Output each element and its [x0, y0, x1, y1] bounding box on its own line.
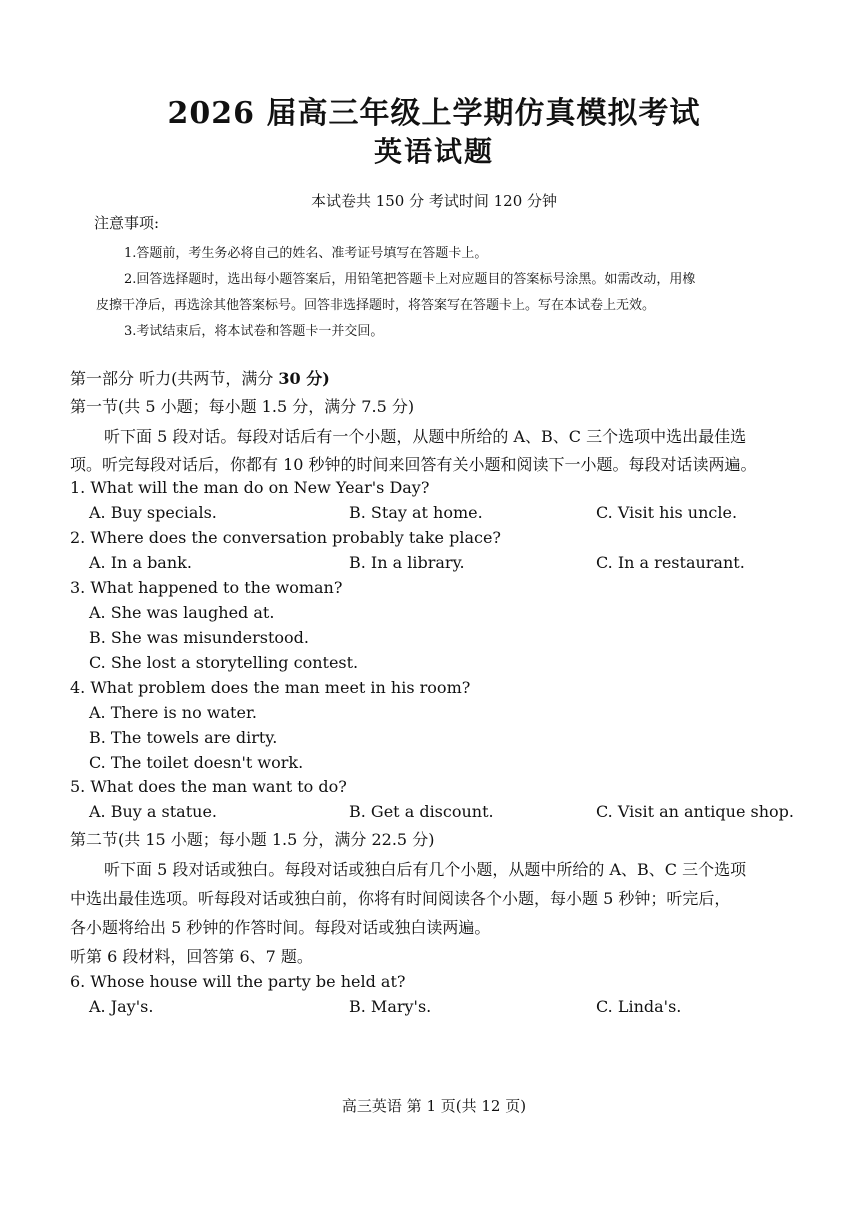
q3-option-b: B. She was misunderstood. — [89, 628, 309, 647]
q5-option-c: C. Visit an antique shop. — [596, 802, 794, 821]
q2-option-c: C. In a restaurant. — [596, 553, 745, 572]
q2-option-b: B. In a library. — [349, 553, 465, 572]
q3-option-c: C. She lost a storytelling contest. — [89, 653, 359, 672]
q2-option-a: A. In a bank. — [89, 553, 192, 572]
question-1: 1. What will the man do on New Year's Day? — [70, 478, 430, 497]
q4-option-c: C. The toilet doesn't work. — [89, 753, 304, 772]
exam-subject: 英语试题 — [373, 135, 494, 168]
part1-title — [70, 366, 330, 389]
section2-instructions: 听下面 5 段对话或独白。每段对话或独白后有几个小题，从题中所给的 A、B、C 三个选项 — [104, 860, 747, 879]
note-3: 3.考试结束后，将本试卷和答题卡一并交回。 — [124, 324, 384, 339]
question-4: 4. What problem does the man meet in his room? — [70, 678, 471, 697]
q4-option-b: B. The towels are dirty. — [89, 728, 278, 747]
notes-heading: 注意事项: — [94, 214, 160, 232]
section2-instructions-end: 各小题将给出 5 秒钟的作答时间。每段对话或独白读两遍。 — [70, 918, 491, 937]
part1-title-text: 第一部分 听力(共两节，满分 — [70, 369, 279, 388]
question-3: 3. What happened to the woman? — [70, 578, 343, 597]
q5-option-a: A. Buy a statue. — [89, 802, 218, 821]
exam-meta: 本试卷共 150 分 考试时间 120 分钟 — [310, 192, 558, 210]
section1-title: 第一节(共 5 小题；每小题 1.5 分，满分 7.5 分) — [70, 397, 415, 416]
part1-title-end: 分) — [300, 369, 330, 388]
part1-score: 30 — [278, 369, 301, 388]
section2-instructions-cont: 中选出最佳选项。听每段对话或独白前，你将有时间阅读各个小题，每小题 5 秒钟；听完后， — [70, 889, 731, 908]
note-2-cont: 皮擦干净后，再选涂其他答案标号。回答非选择题时，将答案写在答题卡上。写在本试卷上无效。 — [96, 298, 656, 313]
q1-option-c: C. Visit his uncle. — [596, 503, 738, 522]
question-2: 2. Where does the conversation probably take place? — [70, 528, 501, 547]
section1-instructions: 听下面 5 段对话。每段对话后有一个小题，从题中所给的 A、B、C 三个选项中选出最佳选 — [104, 427, 747, 446]
section1-instructions-cont: 项。听完每段对话后，你都有 10 秒钟的时间来回答有关小题和阅读下一小题。每段对话读两遍。 — [70, 455, 757, 474]
q6-option-b: B. Mary's. — [349, 997, 432, 1016]
note-2: 2.回答选择题时，选出每小题答案后，用铅笔把答题卡上对应题目的答案标号涂黑。如需改动，用橡 — [124, 272, 696, 287]
q5-option-b: B. Get a discount. — [349, 802, 494, 821]
exam-title: 2026 届高三年级上学期仿真模拟考试 — [167, 96, 701, 131]
q3-option-a: A. She was laughed at. — [89, 603, 275, 622]
q4-option-a: A. There is no water. — [89, 703, 257, 722]
material-6-instruction: 听第 6 段材料，回答第 6、7 题。 — [70, 947, 313, 966]
q6-option-a: A. Jay's. — [89, 997, 154, 1016]
page-footer: 高三英语 第 1 页(共 12 页) — [341, 1097, 527, 1115]
section2-title: 第二节(共 15 小题；每小题 1.5 分，满分 22.5 分) — [70, 830, 435, 849]
q1-option-b: B. Stay at home. — [349, 503, 483, 522]
note-1: 1.答题前，考生务必将自己的姓名、准考证号填写在答题卡上。 — [124, 246, 488, 261]
q1-option-a: A. Buy specials. — [89, 503, 217, 522]
question-5: 5. What does the man want to do? — [70, 777, 347, 796]
question-6: 6. Whose house will the party be held at? — [70, 972, 406, 991]
q6-option-c: C. Linda's. — [596, 997, 682, 1016]
